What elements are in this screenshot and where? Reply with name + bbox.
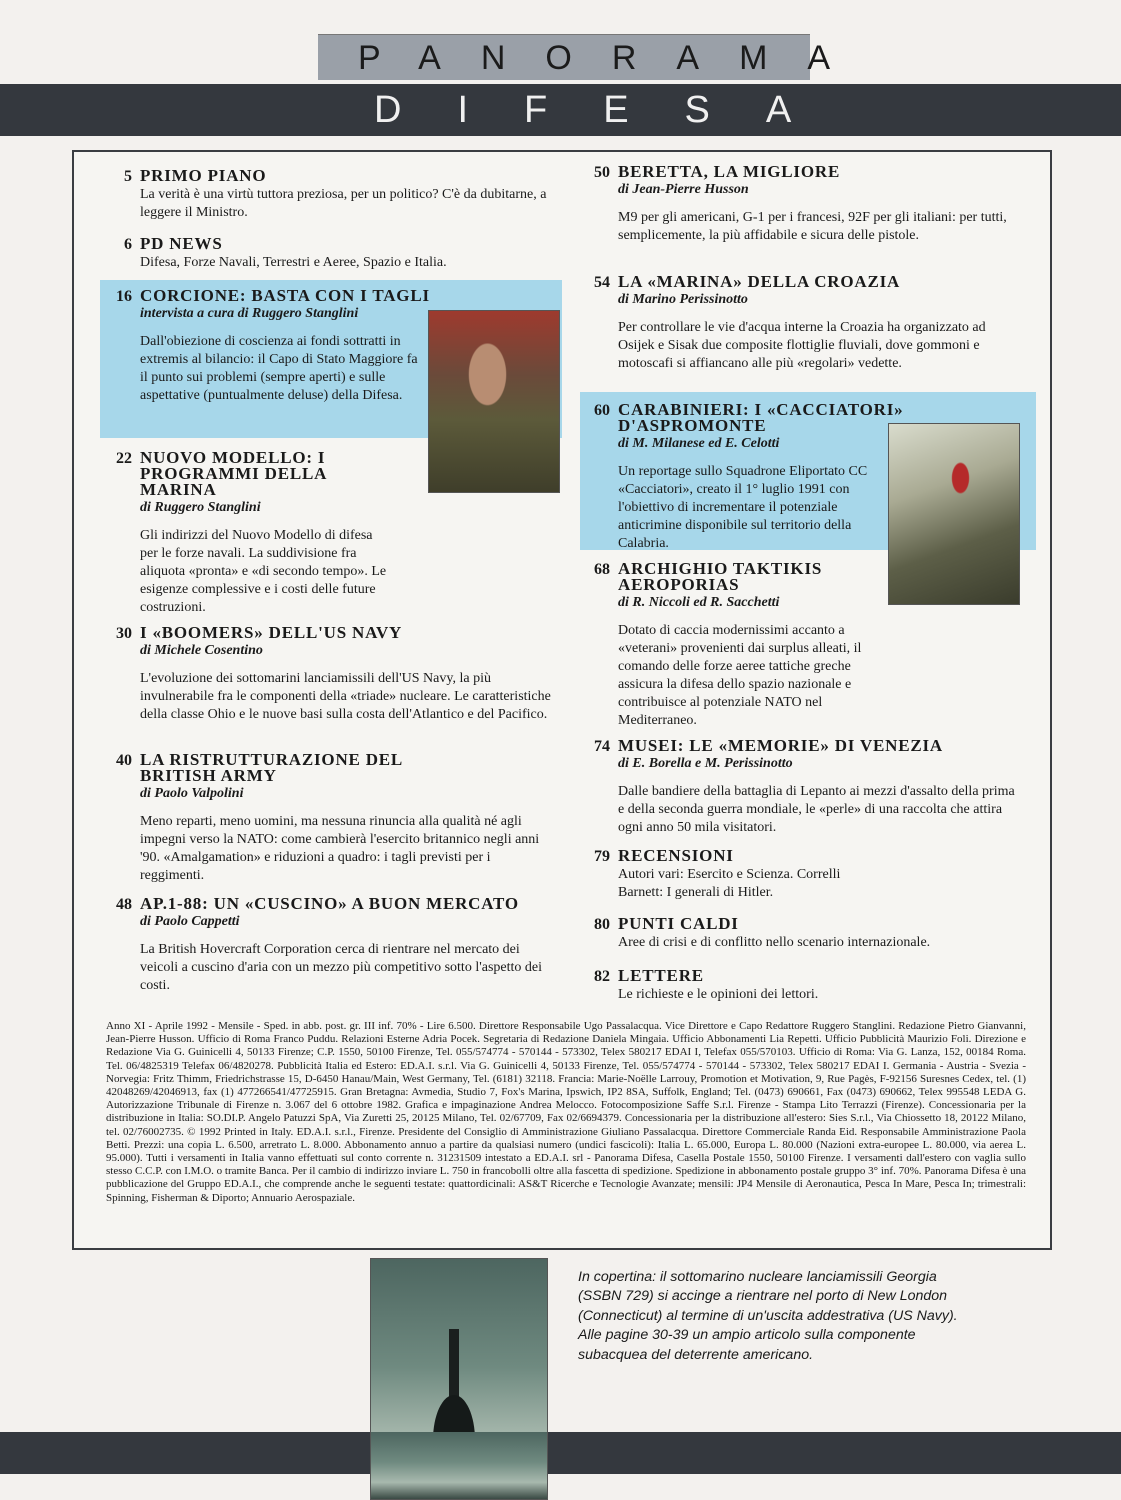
entry-desc: Dalle bandiere della battaglia di Lepanto ai mezzi d'assalto della prima e della seconda guerra mondiale, le «perle» di una raccolta che attira ogni anno 50 mila visitatori.: [618, 784, 1015, 835]
cover-caption: In copertina: il sottomarino nucleare lanciamissili Georgia (SSBN 729) si accinge a rientrare nel porto di New London (Connecticut) al termine di un'uscita addestrativa (US Navy). Alle pagine 30-39 un ampio articolo sulla componente subacquea del deterrente americano.: [578, 1269, 958, 1363]
entry-desc: La British Hovercraft Corporation cerca di rientrare nel mercato dei veicoli a cuscino d'aria con un mezzo più competitivo sotto l'aspetto dei costi.: [140, 942, 542, 993]
entry-desc: M9 per gli americani, G-1 per i francesi, 92F per gli italiani: per tutti, semplicemente, la più affidabile e sicura delle pistole.: [618, 210, 1007, 243]
imprint-colophon: Anno XI - Aprile 1992 - Mensile - Sped. in abb. post. gr. III inf. 70% - Lire 6.500. Direttore Responsabile Ugo Passalacqua. Vice Direttore e Capo Redattore Ruggero Stanglini. Redazione Pietro Gianvanni, Jean-Pierre Husson. Ufficio di Roma Franco Puddu. Relazioni Esterne Adria Pocek. Segretaria di Redazione Daniela Mingaia. Ufficio Abbonamenti Lia Repetti. Ufficio Pubblicità Maurizio Foli. Direzione e Redazione Via G. Guinicelli 4, 50133 Firenze; C.P. 1550, 50100 Firenze, Tel. 055/574774 - 570144 - 573302, Telex 580217 EDAI I, Telefax 055/570103. Ufficio di Roma: Via G. Lanza, 152, 00184 Roma. Tel. 06/4825319 Telefax 06/4820278. Pubblicità Italia ed Estero: ED.A.I. s.r.l. Via G. Guinicelli 4, 50133 Firenze, Tel. 055/574774 - 570144 - 573302, Telex 580217 EDAI I. Germania - Austria - Svezia - Norvegia: Fritz Thimm, Friedrichstrasse 15, D-6450 Hanau/Main, West Germany, Tel. (6181) 32118. Francia: Marie-Noëlle Larrouy, Promotion et Motivation, 9, Rue Pagès, F-92156 Suresnes Cedex, tel. (1) 42048269/42046913, fax (1) 477266541/47725915. Gran Bretagna: Avmedia, Studio 7, Fox's Marina, Ipswich, IP2 8SA, Suffolk, England; Tel. (0473) 690661, Fax (0473) 690662, Telex 995548 LEDA G. Autorizzazione Tribunale di Firenze n. 3.067 del 6 ottobre 1982. Grafica e impaginazione Andrea Melocco. Fotocomposizione Saffe S.r.l. Firenze - Stampa Lito Terrazzi (Firenze). Concessionaria per la distribuzione in Italia: SO.DI.P. Angelo Patuzzi SpA, Via Zuretti 25, 20125 Milano, Tel. 02/67709, Fax 02/6694379. Concessionaria per la distribuzione all'estero: Sies S.r.l., Via Chiossetto 18, 20122 Milano, tel. 02/76002735. © 1992 Printed in Italy. ED.A.I. s.r.l., Firenze. Presidente del Consiglio di Amministrazione Giuliano Passalacqua. Direttore Commerciale Randa Eid. Responsabile Amministrazione Paola Betti. Prezzi: una copia L. 6.500, arretrato L. 8.000. Abbonamento annuo a partire da qualsiasi numero (undici fascicoli): Italia L. 65.000, Europa L. 80.000 (Nazioni extra-europee L. 80.000, via aerea L. 95.000). Tutti i versamenti in Italia vanno effettuati sul conto corrente n. 31231509 intestato a ED.A.I. srl - Panorama Difesa, Casella Postale 1550, 50100 Firenze. I versamenti dall'estero con vaglia sullo stesso C.C.P. con I.M.O. o tramite Banca. Per il cambio di indirizzo inviare L. 750 in francobolli oltre alla fascetta di spedizione. Spedizione in abbonamento postale gruppo 3° inf. 70%. Panorama Difesa è una pubblicazione del Gruppo ED.A.I., che comprende anche le seguenti testate: quattordicinali: AS&T Ricerche e Tecnologie Avanzate; mensili: JP4 Mensile di Aeronautica, Pesca In Mare, Pesca In; trimestrali: Spinning, Fisherman & Diporto; Annuario Aerospaziale.: [106, 1020, 1026, 1204]
entry-title: PUNTI CALDI: [618, 914, 739, 933]
entry-author: di Paolo Cappetti: [140, 914, 240, 929]
entry-page: 22: [116, 450, 132, 467]
entry-desc: L'evoluzione dei sottomarini lanciamissili dell'US Navy, la più invulnerabile fra le componenti della «triade» nucleare. Le caratteristiche della classe Ohio e le nuove basi sulla costa dell'Atlantico e del Pacifico.: [140, 671, 551, 722]
toc-entry[interactable]: [580, 400, 904, 553]
entry-desc: Le richieste e le opinioni dei lettori.: [618, 987, 819, 1002]
toc-entry[interactable]: [102, 168, 552, 222]
entry-desc: Dall'obiezione di coscienza ai fondi sottratti in extremis al bilancio: il Capo di Stato Maggiore fa il punto sui problemi (sempre aperti) e sulle aspettative (puntualmente deluse) della Difesa.: [140, 334, 418, 403]
entry-title: PD NEWS: [140, 234, 223, 253]
carabiniere-photo: [888, 423, 1020, 605]
toc-entry[interactable]: [102, 236, 552, 272]
entry-title: CORCIONE: BASTA CON I TAGLI: [140, 286, 430, 305]
submarine-cover-photo-lower: [370, 1432, 548, 1500]
entry-title: CARABINIERI: I «CACCIATORI» D'ASPROMONTE: [618, 400, 904, 435]
toc-entry[interactable]: [102, 450, 422, 617]
toc-entry[interactable]: [580, 561, 880, 730]
submarine-sail-icon: [449, 1329, 459, 1399]
entry-page: 54: [594, 274, 610, 291]
entry-title: RECENSIONI: [618, 846, 734, 865]
entry-page: 74: [594, 738, 610, 755]
entry-author: di Marino Perissinotto: [618, 292, 748, 307]
entry-author: di Jean-Pierre Husson: [618, 182, 749, 197]
entry-title: LA RISTRUTTURAZIONE DEL BRITISH ARMY: [140, 750, 403, 785]
entry-page: 68: [594, 561, 610, 578]
entry-desc: Per controllare le vie d'acqua interne la Croazia ha organizzato ad Osijek e Sisak due composite flottiglie fluviali, dove gommoni e motoscafi si affiancano alle più «regolari» vedette.: [618, 320, 986, 371]
toc-entry[interactable]: [580, 274, 1020, 373]
entry-author: di Paolo Valpolini: [140, 786, 244, 801]
masthead-line1: PANORAMA: [358, 39, 871, 77]
entry-author: di Michele Cosentino: [140, 643, 263, 658]
entry-author: di E. Borella e M. Perissinotto: [618, 756, 793, 771]
toc-entry[interactable]: [102, 625, 552, 724]
footer-strip: [0, 1474, 1121, 1500]
entry-desc: Autori vari: Esercito e Scienza. Correlli Barnett: I generali di Hitler.: [618, 867, 841, 900]
footer-bar: [0, 1432, 1121, 1474]
entry-page: 60: [594, 402, 610, 419]
toc-entry[interactable]: [580, 738, 1020, 837]
entry-page: 6: [124, 236, 132, 253]
entry-author: intervista a cura di Ruggero Stanglini: [140, 306, 359, 321]
toc-entry[interactable]: [580, 916, 1020, 952]
entry-title: LETTERE: [618, 966, 704, 985]
entry-page: 79: [594, 848, 610, 865]
entry-page: 48: [116, 896, 132, 913]
entry-author: di Ruggero Stanglini: [140, 500, 261, 515]
toc-entry[interactable]: [580, 848, 1020, 902]
entry-desc: Meno reparti, meno uomini, ma nessuna rinuncia alla qualità né agli impegni verso la NATO: come cambierà l'esercito britannico negli anni '90. «Amalgamation» e riduzioni a quadro: i tagli previsti per i reggimenti.: [140, 814, 540, 883]
entry-desc: Gli indirizzi del Nuovo Modello di difesa per le forze navali. La suddivisione fra aliquota «pronta» e «di secondo tempo». Le esigenze complessive e i costi delle future costruzioni.: [140, 528, 387, 615]
toc-entry[interactable]: [102, 896, 552, 995]
entry-desc: Dotato di caccia modernissimi accanto a «veterani» provenienti dai surplus alleati, il comando delle forze aeree tattiche greche assicura la difesa dello spazio nazionale e contribuisce al potenziale NATO nel Mediterraneo.: [618, 623, 862, 728]
toc-entry[interactable]: [580, 164, 1020, 245]
masthead-difesa-bar: [0, 84, 1121, 136]
entry-title: ARCHIGHIO TAKTIKIS AEROPORIAS: [618, 559, 823, 594]
entry-desc: La verità è una virtù tuttora preziosa, per un politico? C'è da dubitarne, a leggere il Ministro.: [140, 187, 547, 220]
masthead-panorama: [318, 34, 871, 80]
entry-page: 5: [124, 168, 132, 185]
entry-title: MUSEI: LE «MEMORIE» DI VENEZIA: [618, 736, 944, 755]
entry-author: di M. Milanese ed E. Celotti: [618, 436, 780, 451]
entry-desc: Un reportage sullo Squadrone Eliportato CC «Cacciatori», creato il 1° luglio 1991 con l'obiettivo di incrementare il potenziale anticrimine disponibile sul territorio della Calabria.: [618, 464, 868, 551]
entry-desc: Difesa, Forze Navali, Terrestri e Aeree, Spazio e Italia.: [140, 255, 447, 270]
entry-page: 16: [116, 288, 132, 305]
entry-title: I «BOOMERS» DELL'US NAVY: [140, 623, 403, 642]
entry-title: PRIMO PIANO: [140, 166, 267, 185]
entry-title: NUOVO MODELLO: I PROGRAMMI DELLA MARINA: [140, 448, 327, 499]
masthead-line2: DIFESA: [374, 89, 848, 131]
toc-entry[interactable]: [102, 288, 552, 405]
entry-page: 80: [594, 916, 610, 933]
entry-title: LA «MARINA» DELLA CROAZIA: [618, 272, 901, 291]
entry-page: 30: [116, 625, 132, 642]
entry-page: 50: [594, 164, 610, 181]
toc-entry[interactable]: [102, 752, 552, 885]
entry-desc: Aree di crisi e di conflitto nello scenario internazionale.: [618, 935, 931, 950]
toc-entry[interactable]: [580, 968, 1020, 1004]
entry-author: di R. Niccoli ed R. Sacchetti: [618, 595, 780, 610]
entry-page: 40: [116, 752, 132, 769]
entry-title: BERETTA, LA MIGLIORE: [618, 162, 841, 181]
entry-title: AP.1-88: UN «CUSCINO» A BUON MERCATO: [140, 894, 519, 913]
entry-page: 82: [594, 968, 610, 985]
